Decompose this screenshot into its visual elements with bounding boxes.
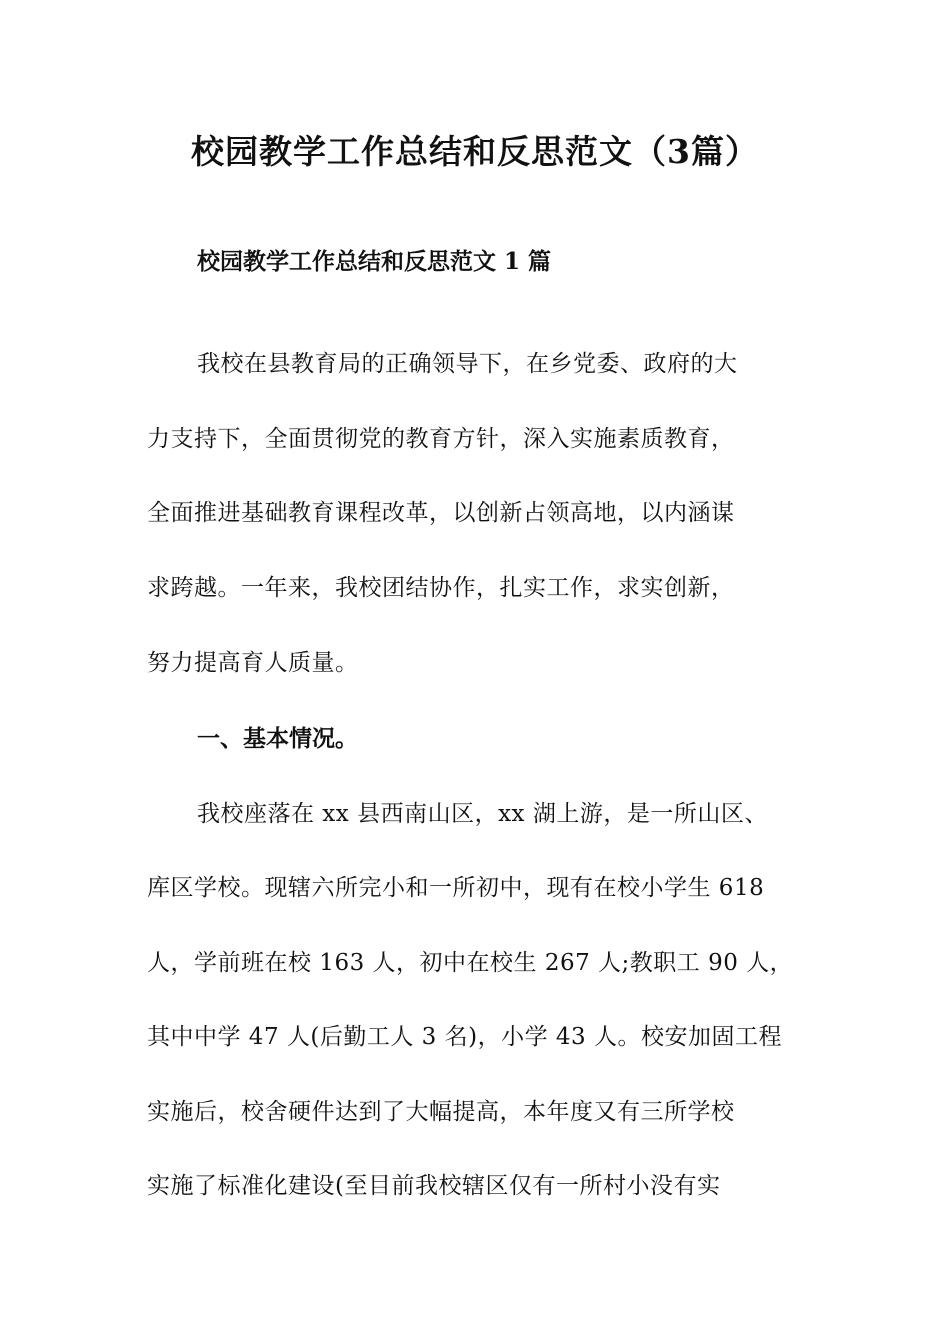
paragraph-line: 实施了标准化建设(至目前我校辖区仅有一所村小没有实 <box>147 1173 721 1199</box>
paragraph-line: 努力提高育人质量。 <box>147 650 359 676</box>
paragraph-line: 其中中学 47 人(后勤工人 3 名)，小学 43 人。校安加固工程 <box>147 1024 782 1050</box>
document-title: 校园教学工作总结和反思范文（3篇） <box>191 132 759 171</box>
paragraph-line: 库区学校。现辖六所完小和一所初中，现有在校小学生 618 <box>147 875 765 901</box>
paragraph-line: 求跨越。一年来，我校团结协作，扎实工作，求实创新， <box>147 575 735 601</box>
paragraph-line: 力支持下，全面贯彻党的教育方针，深入实施素质教育， <box>147 426 735 452</box>
paragraph-line: 全面推进基础教育课程改革，以创新占领高地，以内涵谋 <box>147 500 735 526</box>
paragraph-line: 我校在县教育局的正确领导下，在乡党委、政府的大 <box>197 351 738 377</box>
paragraph-line: 我校座落在 xx 县西南山区，xx 湖上游，是一所山区、 <box>197 801 768 827</box>
paragraph-line: 人，学前班在校 163 人，初中在校生 267 人;教职工 90 人， <box>147 950 794 976</box>
section-heading: 校园教学工作总结和反思范文 1 篇 <box>197 248 552 275</box>
paragraph-line: 实施后，校舍硬件达到了大幅提高，本年度又有三所学校 <box>147 1099 735 1125</box>
subheading-basic-situation: 一、基本情况。 <box>197 725 358 752</box>
